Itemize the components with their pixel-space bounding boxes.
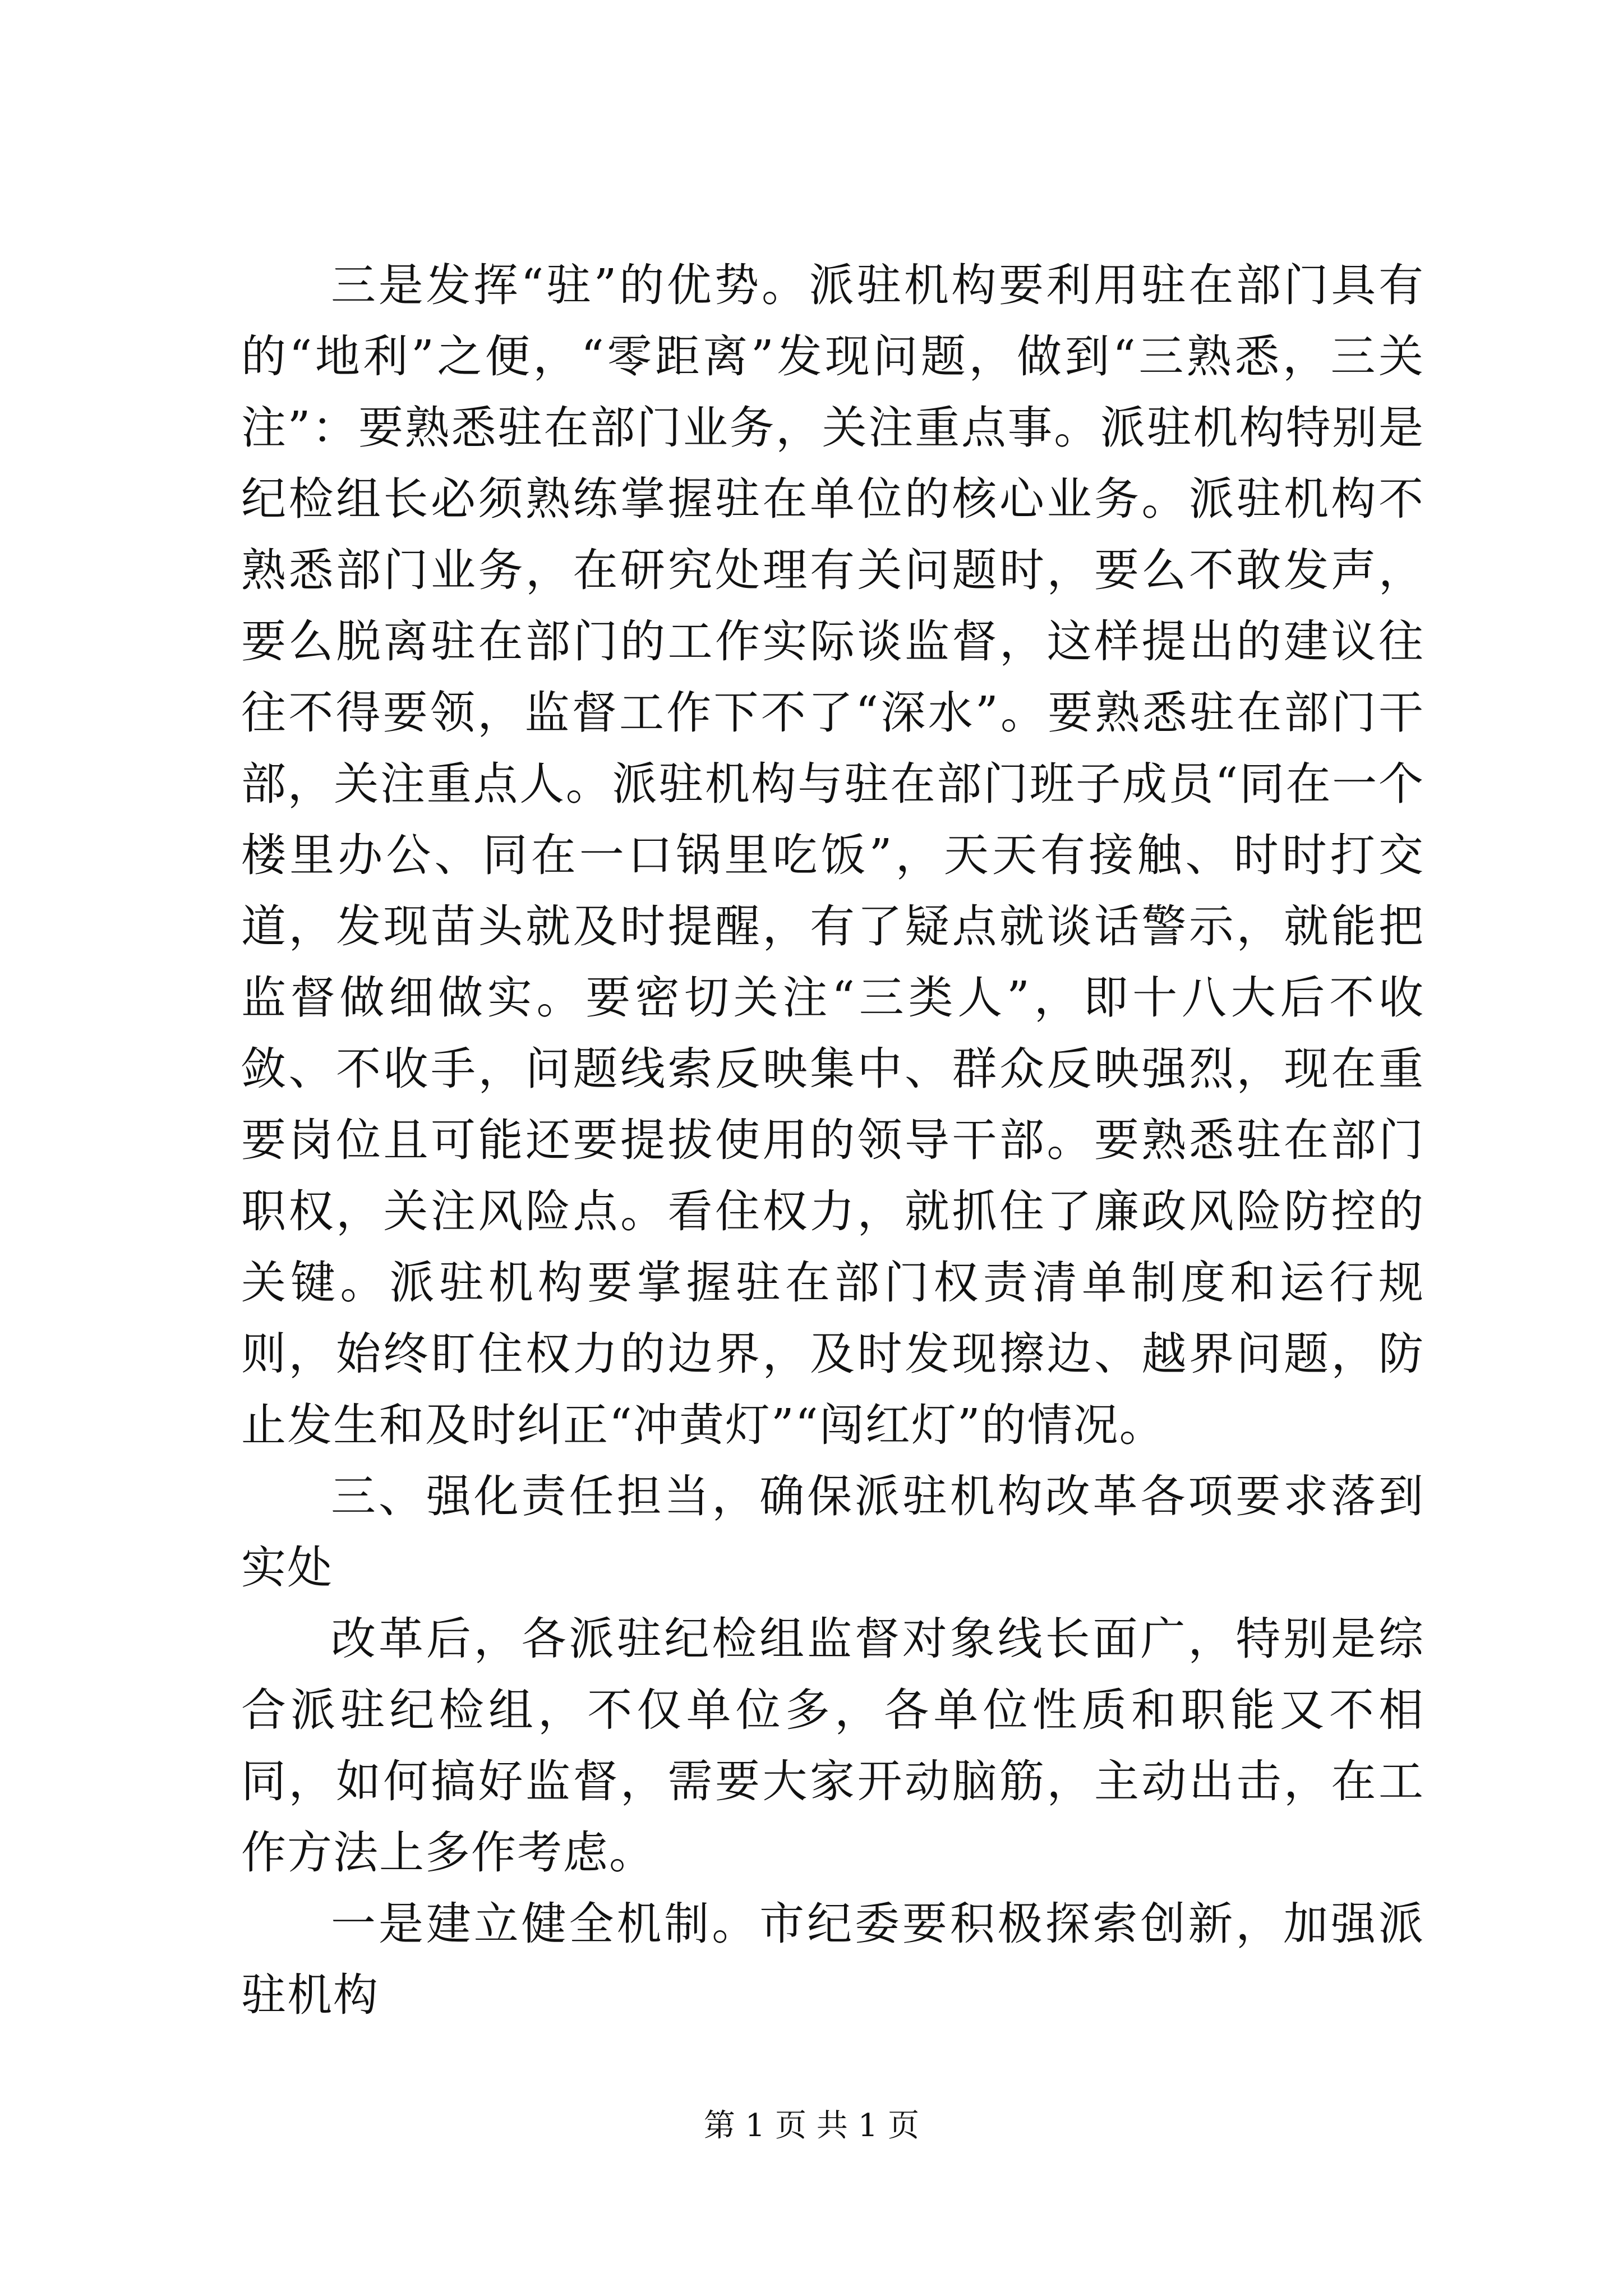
paragraph-establish-mechanism: 一是建立健全机制。市纪委要积极探索创新，加强派驻机构 [241, 1898, 1424, 2021]
paragraph-advantage-of-stationing: 三是发挥“驻”的优势。派驻机构要利用驻在部门具有的“地利”之便，“零距离”发现问题，做到“三熟悉，三关注”：要熟悉驻在部门业务，关注重点事。派驻机构特别是纪检组长必须熟练掌握驻在单位的核心业务。派驻机构不熟悉部门业务，在研究处理有关问题时，要么不敢发声，要么脱离驻在部门的工作实际谈监督，这样提出的建议往往不得要领，监督工作下不了“深水”。要熟悉驻在部门干部，关注重点人。派驻机构与驻在部门班子成员“同在一个楼里办公、同在一口锅里吃饭”，天天有接触、时时打交道，发现苗头就及时提醒，有了疑点就谈话警示，就能把监督做细做实。要密切关注“三类人”，即十八大后不收敛、不收手，问题线索反映集中、群众反映强烈，现在重要岗位且可能还要提拔使用的领导干部。要熟悉驻在部门职权，关注风险点。看住权力，就抓住了廉政风险防控的关键。派驻机构要掌握驻在部门权责清单制度和运行规则，始终盯住权力的边界，及时发现擦边、越界问题，防止发生和及时纠正“冲黄灯”“闯红灯”的情况。 [241, 259, 1424, 1451]
document-body [241, 250, 1424, 2031]
section-heading-responsibility: 三、强化责任担当，确保派驻机构改革各项要求落到实处 [241, 1470, 1424, 1594]
paragraph-after-reform: 改革后，各派驻纪检组监督对象线长面广，特别是综合派驻纪检组，不仅单位多，各单位性质和职能又不相同，如何搞好监督，需要大家开动脑筋，主动出击，在工作方法上多作考虑。 [241, 1613, 1424, 1879]
page-number-footer: 第 1 页 共 1 页 [703, 2108, 920, 2144]
